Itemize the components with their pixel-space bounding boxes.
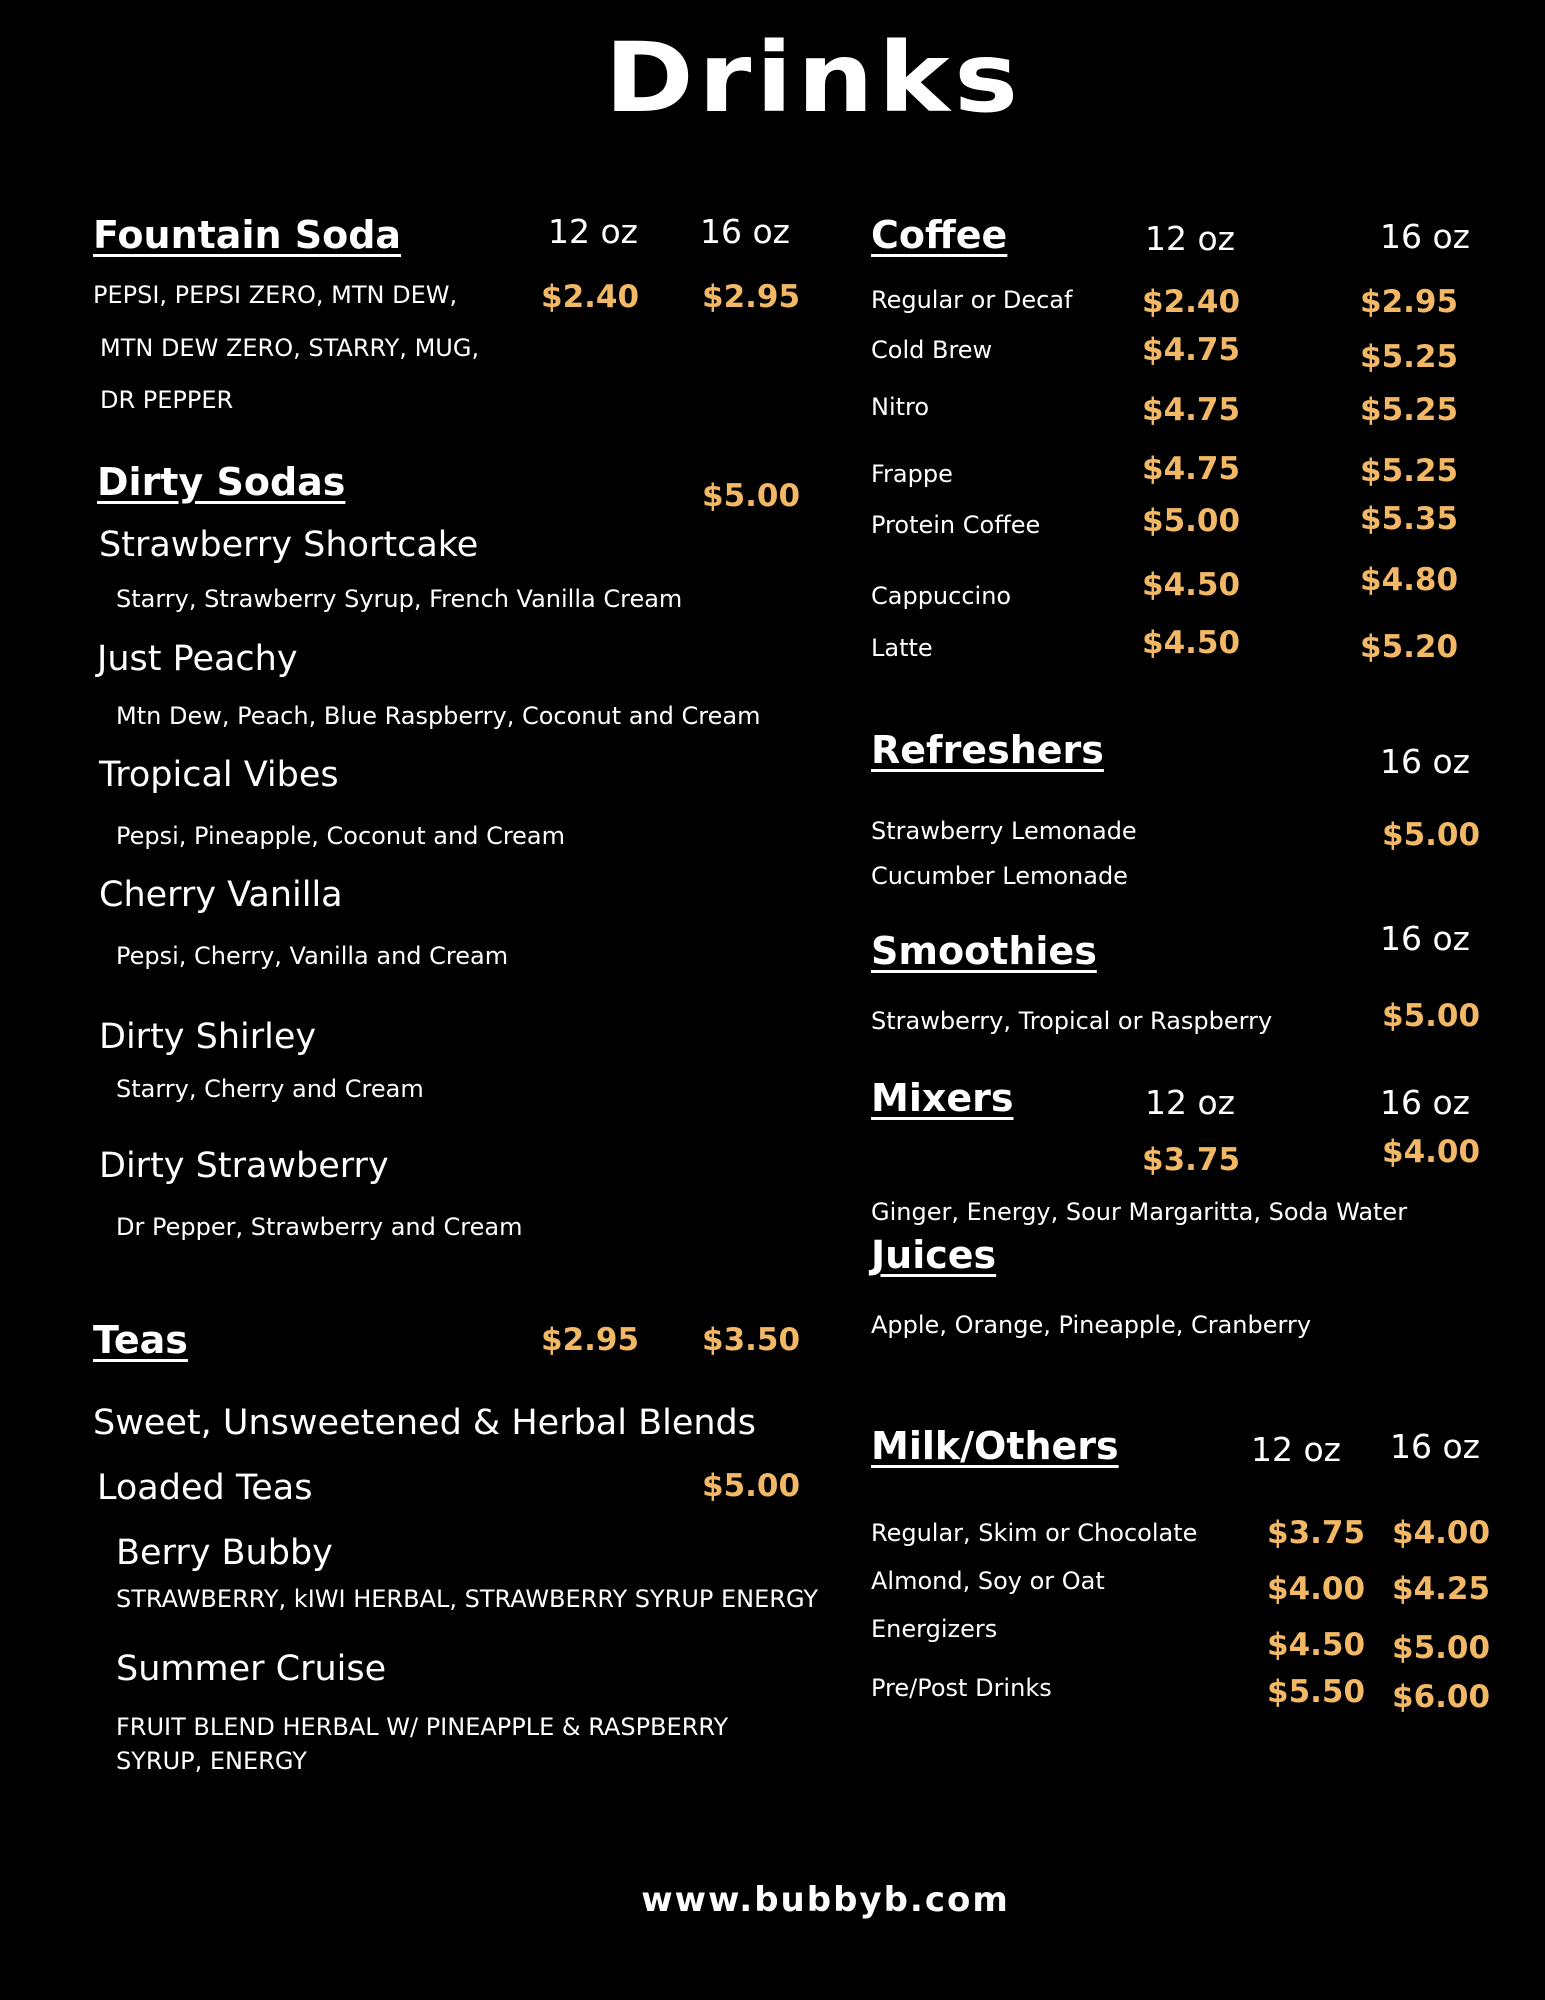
loaded-tea-desc: SYRUP, ENERGY bbox=[116, 1747, 307, 1775]
dirty-soda-name: Strawberry Shortcake bbox=[99, 525, 479, 565]
milk-item-price-12: $4.00 bbox=[1267, 1571, 1366, 1607]
coffee-item-price-16: $5.25 bbox=[1360, 453, 1459, 489]
refresher-item: Cucumber Lemonade bbox=[871, 862, 1128, 890]
loaded-tea-name: Berry Bubby bbox=[116, 1533, 333, 1573]
mixers-description: Ginger, Energy, Sour Margaritta, Soda Water bbox=[871, 1198, 1408, 1226]
refreshers-size-16: 16 oz bbox=[1380, 742, 1470, 781]
milk-size-16: 16 oz bbox=[1390, 1427, 1480, 1466]
mixers-price-12: $3.75 bbox=[1142, 1142, 1241, 1178]
dirty-soda-desc: Mtn Dew, Peach, Blue Raspberry, Coconut and Cream bbox=[116, 702, 761, 730]
refresher-item: Strawberry Lemonade bbox=[871, 817, 1137, 845]
coffee-item-name: Nitro bbox=[871, 393, 930, 421]
coffee-heading: Coffee bbox=[871, 213, 1008, 257]
smoothies-size-16: 16 oz bbox=[1380, 919, 1470, 958]
juices-heading: Juices bbox=[871, 1233, 997, 1277]
dirty-sodas-heading: Dirty Sodas bbox=[97, 460, 346, 504]
fountain-soda-line: PEPSI, PEPSI ZERO, MTN DEW, bbox=[93, 281, 458, 309]
refreshers-heading: Refreshers bbox=[871, 728, 1104, 772]
coffee-item-price-16: $5.25 bbox=[1360, 339, 1459, 375]
milk-item-name: Regular, Skim or Chocolate bbox=[871, 1519, 1198, 1547]
fountain-soda-price-12: $2.40 bbox=[541, 279, 640, 315]
coffee-item-price-12: $4.50 bbox=[1142, 567, 1241, 603]
loaded-tea-desc: STRAWBERRY, kIWI HERBAL, STRAWBERRY SYRUP ENERGY bbox=[116, 1585, 819, 1613]
coffee-item-name: Latte bbox=[871, 634, 933, 662]
coffee-item-price-16: $5.35 bbox=[1360, 501, 1459, 537]
coffee-item-price-12: $4.75 bbox=[1142, 332, 1241, 368]
mixers-size-16: 16 oz bbox=[1380, 1083, 1470, 1122]
loaded-teas-price: $5.00 bbox=[702, 1468, 801, 1504]
loaded-tea-name: Summer Cruise bbox=[116, 1649, 387, 1689]
mixers-size-12: 12 oz bbox=[1145, 1083, 1235, 1122]
fountain-soda-heading: Fountain Soda bbox=[93, 213, 402, 257]
fountain-soda-line: DR PEPPER bbox=[100, 386, 234, 414]
coffee-item-price-12: $4.75 bbox=[1142, 392, 1241, 428]
smoothies-price: $5.00 bbox=[1382, 998, 1481, 1034]
dirty-soda-name: Dirty Strawberry bbox=[99, 1146, 389, 1186]
teas-price-16: $3.50 bbox=[702, 1322, 801, 1358]
juices-description: Apple, Orange, Pineapple, Cranberry bbox=[871, 1311, 1312, 1339]
coffee-size-16: 16 oz bbox=[1380, 217, 1470, 256]
dirty-sodas-price: $5.00 bbox=[702, 478, 801, 514]
coffee-size-12: 12 oz bbox=[1145, 219, 1235, 258]
dirty-soda-name: Cherry Vanilla bbox=[99, 875, 343, 915]
dirty-soda-desc: Starry, Strawberry Syrup, French Vanilla Cream bbox=[116, 585, 683, 613]
website-url: www.bubbyb.com bbox=[641, 1880, 1010, 1920]
dirty-soda-desc: Pepsi, Cherry, Vanilla and Cream bbox=[116, 942, 509, 970]
fountain-soda-size-16: 16 oz bbox=[700, 212, 790, 251]
refreshers-price: $5.00 bbox=[1382, 817, 1481, 853]
dirty-soda-name: Dirty Shirley bbox=[99, 1017, 317, 1057]
teas-price-12: $2.95 bbox=[541, 1322, 640, 1358]
mixers-price-16: $4.00 bbox=[1382, 1134, 1481, 1170]
milk-item-price-12: $4.50 bbox=[1267, 1627, 1366, 1663]
milk-item-name: Energizers bbox=[871, 1615, 998, 1643]
dirty-soda-desc: Dr Pepper, Strawberry and Cream bbox=[116, 1213, 523, 1241]
coffee-item-price-16: $4.80 bbox=[1360, 562, 1459, 598]
fountain-soda-line: MTN DEW ZERO, STARRY, MUG, bbox=[100, 334, 480, 362]
coffee-item-price-12: $4.75 bbox=[1142, 451, 1241, 487]
teas-heading: Teas bbox=[93, 1318, 188, 1362]
mixers-heading: Mixers bbox=[871, 1076, 1014, 1120]
milk-size-12: 12 oz bbox=[1251, 1430, 1341, 1469]
milk-item-price-16: $5.00 bbox=[1392, 1630, 1491, 1666]
milk-item-price-16: $4.25 bbox=[1392, 1571, 1491, 1607]
coffee-item-price-12: $2.40 bbox=[1142, 284, 1241, 320]
coffee-item-price-12: $5.00 bbox=[1142, 503, 1241, 539]
coffee-item-name: Cappuccino bbox=[871, 582, 1012, 610]
dirty-soda-desc: Starry, Cherry and Cream bbox=[116, 1075, 424, 1103]
loaded-teas-label: Loaded Teas bbox=[97, 1468, 313, 1508]
coffee-item-price-16: $5.25 bbox=[1360, 392, 1459, 428]
coffee-item-price-16: $5.20 bbox=[1360, 629, 1459, 665]
coffee-item-name: Regular or Decaf bbox=[871, 286, 1073, 314]
coffee-item-price-16: $2.95 bbox=[1360, 284, 1459, 320]
milk-item-price-12: $3.75 bbox=[1267, 1515, 1366, 1551]
dirty-soda-name: Tropical Vibes bbox=[99, 755, 339, 795]
fountain-soda-size-12: 12 oz bbox=[548, 212, 638, 251]
teas-description: Sweet, Unsweetened & Herbal Blends bbox=[93, 1403, 757, 1443]
loaded-tea-desc: FRUIT BLEND HERBAL W/ PINEAPPLE & RASPBERRY bbox=[116, 1713, 729, 1741]
smoothies-description: Strawberry, Tropical or Raspberry bbox=[871, 1007, 1273, 1035]
smoothies-heading: Smoothies bbox=[871, 929, 1097, 973]
page-title: Drinks bbox=[604, 22, 1023, 134]
coffee-item-name: Cold Brew bbox=[871, 336, 993, 364]
dirty-soda-name: Just Peachy bbox=[97, 639, 298, 679]
milk-item-price-16: $4.00 bbox=[1392, 1515, 1491, 1551]
milk-item-name: Pre/Post Drinks bbox=[871, 1674, 1052, 1702]
coffee-item-name: Protein Coffee bbox=[871, 511, 1041, 539]
milk-heading: Milk/Others bbox=[871, 1424, 1119, 1468]
dirty-soda-desc: Pepsi, Pineapple, Coconut and Cream bbox=[116, 822, 566, 850]
coffee-item-name: Frappe bbox=[871, 460, 953, 488]
milk-item-price-12: $5.50 bbox=[1267, 1674, 1366, 1710]
coffee-item-price-12: $4.50 bbox=[1142, 625, 1241, 661]
fountain-soda-price-16: $2.95 bbox=[702, 279, 801, 315]
milk-item-price-16: $6.00 bbox=[1392, 1679, 1491, 1715]
milk-item-name: Almond, Soy or Oat bbox=[871, 1567, 1105, 1595]
